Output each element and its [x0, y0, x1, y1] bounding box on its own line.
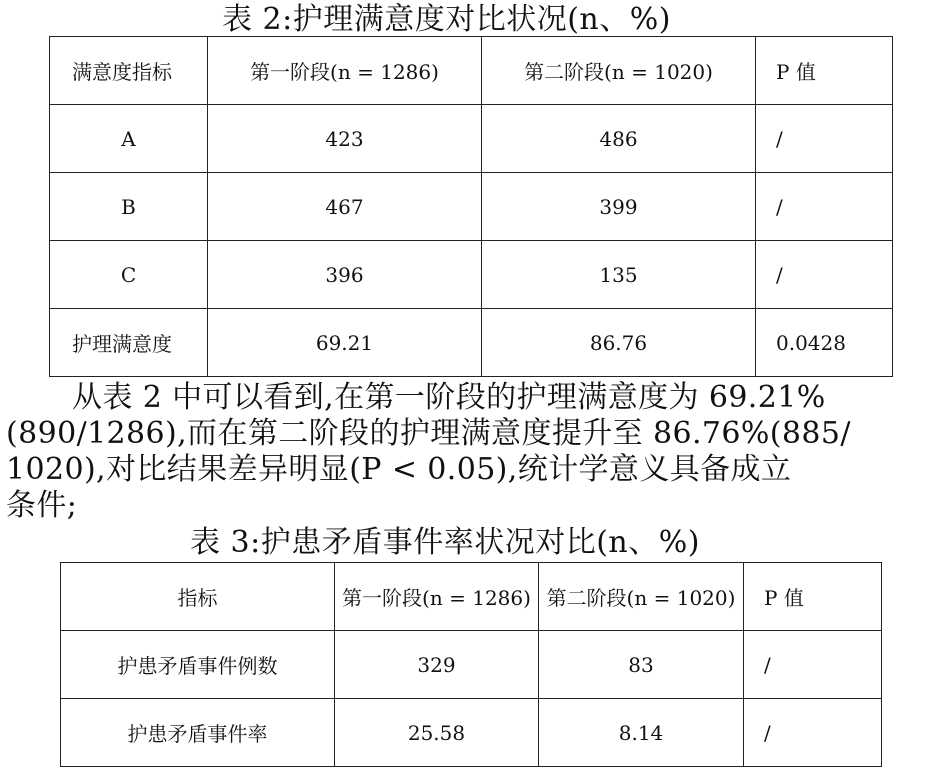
table-3	[60, 562, 882, 767]
table-3-cell: 25.58	[335, 699, 539, 767]
table-3-caption: 表 3:护患矛盾事件率状况对比(n、%)	[190, 525, 700, 560]
table-2-row	[50, 241, 893, 309]
table-3-header-cell: 指标	[61, 563, 335, 631]
table-2-cell: 86.76	[482, 309, 756, 377]
table-3-row	[61, 699, 882, 767]
table-2-row	[50, 105, 893, 173]
table-2-cell: C	[50, 241, 208, 309]
paragraph-line: 1020),对比结果差异明显(P < 0.05),统计学意义具备成立	[6, 452, 792, 487]
table-3-cell: 护患矛盾事件例数	[61, 631, 335, 699]
paragraph-line: (890/1286),而在第二阶段的护理满意度提升至 86.76%(885/	[6, 416, 851, 451]
table-2-cell: A	[50, 105, 208, 173]
table-2-caption: 表 2:护理满意度对比状况(n、%)	[222, 2, 671, 37]
table-2-header-cell: P 值	[756, 37, 893, 105]
table-3-cell: /	[744, 631, 882, 699]
table-2	[49, 36, 893, 377]
table-2-cell: 399	[482, 173, 756, 241]
table-2-cell: /	[756, 105, 893, 173]
table-2-row	[50, 309, 893, 377]
table-3-header-cell: 第二阶段(n = 1020)	[539, 563, 744, 631]
table-2-header-row	[50, 37, 893, 105]
table-2-cell: /	[756, 241, 893, 309]
paragraph-line: 条件;	[6, 488, 78, 523]
table-2-header-cell: 第二阶段(n = 1020)	[482, 37, 756, 105]
paragraph-line: 从表 2 中可以看到,在第一阶段的护理满意度为 69.21%	[72, 380, 826, 415]
table-3-cell: 83	[539, 631, 744, 699]
table-2-header-cell: 第一阶段(n = 1286)	[208, 37, 482, 105]
table-3-cell: 8.14	[539, 699, 744, 767]
table-3-cell: 护患矛盾事件率	[61, 699, 335, 767]
table-2-cell: 396	[208, 241, 482, 309]
table-3-cell: 329	[335, 631, 539, 699]
table-2-cell: 0.0428	[756, 309, 893, 377]
table-2-cell: 护理满意度	[50, 309, 208, 377]
table-2-cell: 423	[208, 105, 482, 173]
table-2-cell: 135	[482, 241, 756, 309]
table-3-cell: /	[744, 699, 882, 767]
table-3-header-cell: 第一阶段(n = 1286)	[335, 563, 539, 631]
body-paragraph	[6, 380, 932, 524]
table-2-header-cell: 满意度指标	[50, 37, 208, 105]
table-3-header-row	[61, 563, 882, 631]
table-3-row	[61, 631, 882, 699]
table-3-header-cell: P 值	[744, 563, 882, 631]
table-2-cell: 486	[482, 105, 756, 173]
table-2-row	[50, 173, 893, 241]
table-2-cell: 69.21	[208, 309, 482, 377]
table-2-cell: /	[756, 173, 893, 241]
table-2-cell: B	[50, 173, 208, 241]
table-2-cell: 467	[208, 173, 482, 241]
